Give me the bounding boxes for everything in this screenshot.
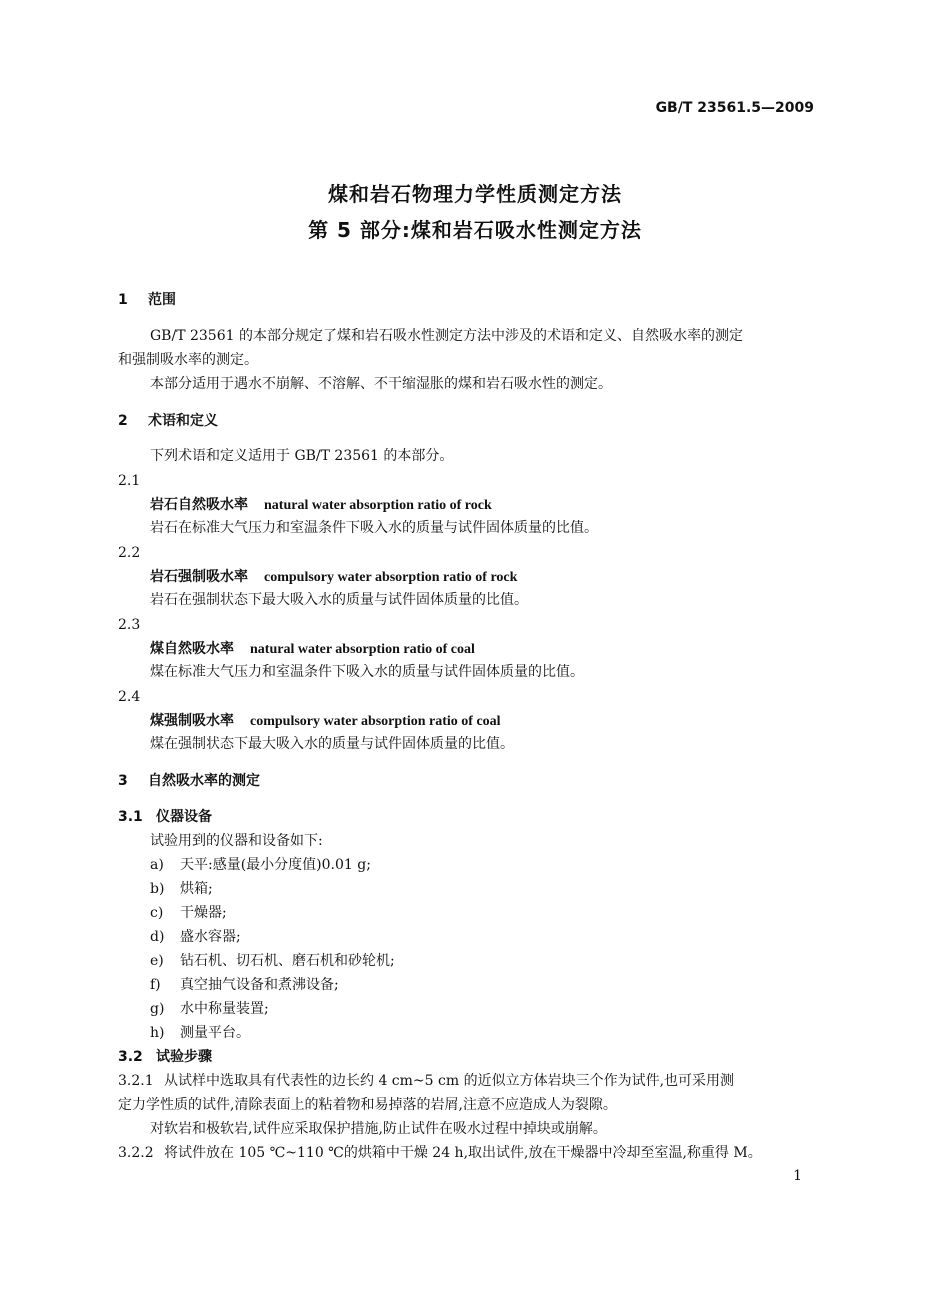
list-item [150,903,227,923]
term-number: 2.4 [118,689,141,705]
list-label: g) [150,1001,165,1017]
term-cn: 岩石强制吸水率 [150,569,248,585]
subsection-3-1-heading [118,807,212,827]
list-label: e) [150,953,164,969]
term-definition: 煤在标准大气压力和室温条件下吸入水的质量与试件固体质量的比值。 [150,664,584,680]
list-text: 钻石机、切石机、磨石机和砂轮机; [180,953,395,969]
list-item [150,1023,250,1043]
section-1-para-2: 本部分适用于遇水不崩解、不溶解、不干缩湿胀的煤和岩石吸水性的测定。 [150,376,612,392]
list-text: 盛水容器; [180,929,241,945]
list-item [150,927,241,947]
term-title [150,495,492,516]
list-item [150,951,395,971]
clause-number: 3.2.1 [118,1073,154,1089]
title-line-1: 煤和岩石物理力学性质测定方法 [328,182,622,206]
clause-text: 将试件放在 105 ℃~110 ℃的烘箱中干燥 24 h,取出试件,放在干燥器中冷却至室温,称重得 M。 [164,1145,762,1161]
list-item [150,975,339,995]
list-label: f) [150,977,161,993]
term-title [150,639,475,660]
clause-3-2-1-line-1 [118,1071,734,1091]
title-line-2: 第 5 部分:煤和岩石吸水性测定方法 [308,218,642,242]
list-text: 烘箱; [180,881,213,897]
list-label: b) [150,881,165,897]
term-title [150,711,501,732]
list-text: 真空抽气设备和煮沸设备; [180,977,339,993]
subsection-number: 3.1 [118,809,143,825]
section-number: 2 [118,413,128,429]
list-label: d) [150,929,165,945]
section-2-intro: 下列术语和定义适用于 GB/T 23561 的本部分。 [150,448,454,464]
section-1-heading [118,290,176,310]
section-number: 1 [118,292,128,308]
term-number: 2.2 [118,545,141,561]
term-number: 2.3 [118,617,141,633]
list-label: h) [150,1025,165,1041]
term-title [150,567,517,588]
list-label: c) [150,905,164,921]
section-1-para-1b: 和强制吸水率的测定。 [118,352,258,368]
term-definition: 煤在强制状态下最大吸入水的质量与试件固体质量的比值。 [150,736,514,752]
term-en: compulsory water absorption ratio of coal [250,714,501,729]
section-3-heading [118,771,260,791]
list-item [150,855,371,875]
list-label: a) [150,857,164,873]
clause-text: 从试样中选取具有代表性的边长约 4 cm~5 cm 的近似立方体岩块三个作为试件,也可采用测 [164,1073,735,1089]
section-1-para-1a: GB/T 23561 的本部分规定了煤和岩石吸水性测定方法中涉及的术语和定义、自然吸水率的测定 [150,328,743,344]
term-en: natural water absorption ratio of coal [250,642,475,657]
term-cn: 煤自然吸水率 [150,641,234,657]
subsection-title: 仪器设备 [156,809,212,825]
term-number: 2.1 [118,473,141,489]
section-title: 范围 [148,292,176,308]
page-number: 1 [793,1168,802,1184]
list-text: 水中称量装置; [180,1001,269,1017]
list-text: 干燥器; [180,905,227,921]
term-definition: 岩石在标准大气压力和室温条件下吸入水的质量与试件固体质量的比值。 [150,520,598,536]
section-title: 术语和定义 [148,413,218,429]
list-item [150,999,269,1019]
term-cn: 岩石自然吸水率 [150,497,248,513]
subsection-title: 试验步骤 [156,1049,212,1065]
clause-3-2-1-line-2: 定力学性质的试件,清除表面上的粘着物和易掉落的岩屑,注意不应造成人为裂隙。 [118,1097,617,1113]
subsection-number: 3.2 [118,1049,143,1065]
section-title: 自然吸水率的测定 [148,773,260,789]
section-2-heading [118,411,218,431]
list-item [150,879,213,899]
clause-number: 3.2.2 [118,1145,154,1161]
standard-code: GB/T 23561.5—2009 [655,100,814,116]
list-text: 测量平台。 [180,1025,250,1041]
term-en: compulsory water absorption ratio of rock [264,570,518,585]
section-number: 3 [118,773,128,789]
term-definition: 岩石在强制状态下最大吸入水的质量与试件固体质量的比值。 [150,592,528,608]
term-en: natural water absorption ratio of rock [264,498,492,513]
clause-3-2-2 [118,1143,762,1163]
list-text: 天平:感量(最小分度值)0.01 g; [180,857,371,873]
clause-3-2-1-line-3: 对软岩和极软岩,试件应采取保护措施,防止试件在吸水过程中掉块或崩解。 [150,1121,607,1137]
equipment-intro: 试验用到的仪器和设备如下: [150,833,323,849]
subsection-3-2-heading [118,1047,212,1067]
term-cn: 煤强制吸水率 [150,713,234,729]
